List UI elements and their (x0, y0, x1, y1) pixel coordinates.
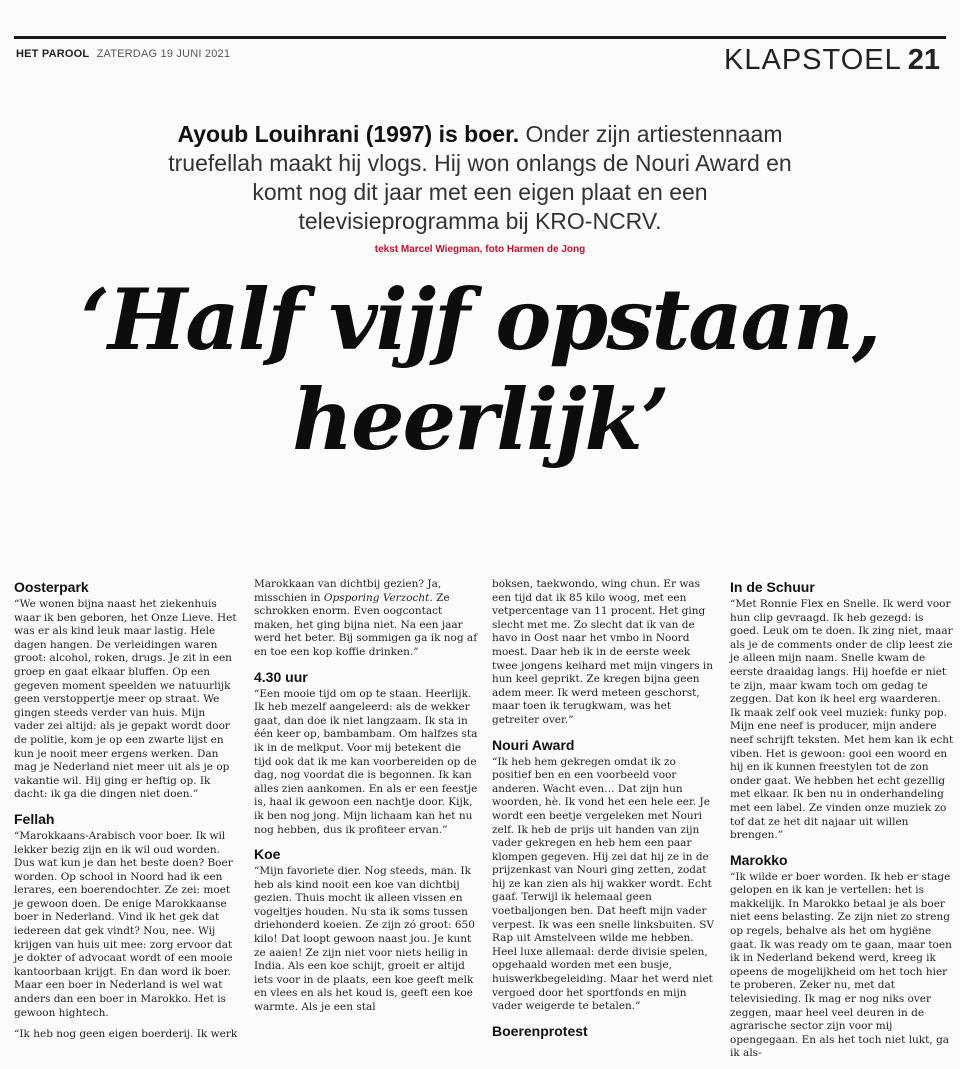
column-3 (492, 578, 716, 1042)
subheading-4-30-uur: 4.30 uur (254, 668, 308, 685)
headline-line-2: heerlijk’ (292, 370, 668, 469)
column-1 (14, 578, 238, 1050)
intro-lead: Ayoub Louihrani (1997) is boer. (177, 121, 520, 147)
intro-paragraph (150, 120, 810, 236)
paragraph: “Ik wilde er boer worden. Ik heb er stage gelopen en ik kan je vertellen: het is makkelijk. In Marokko betaal je als boer niet eens belasting. Ze zijn niet zo streng op regels, behalve als het om hygiëne gaat. Ik was ready om te gaan, maar toen ik in Nederland bekend werd, kreeg ik opeens de mogelijkheid om het toch hier te proberen. Zeker nu, met dat televisieding. Ik mag er nog niks over zeggen, maar heel veel deuren in de agrarische sector zijn voor mij opengegaan. En als het toch niet lukt, ga ik als- (730, 870, 952, 1060)
publication-date: ZATERDAG 19 JUNI 2021 (96, 48, 231, 60)
subheading-oosterpark: Oosterpark (14, 579, 89, 595)
subheading-fellah: Fellah (14, 810, 55, 827)
paragraph (254, 578, 478, 660)
subheading-marokko: Marokko (730, 851, 788, 868)
subheading-koe: Koe (254, 846, 281, 863)
paragraph: boksen, taekwondo, wing chun. Er was een tijd dat ik 85 kilo woog, met een vetpercentage van 11 procent. Het ging slecht met me. Zo slecht dat ik van de havo in Oost naar het vmbo in Noord moest. Daar heb ik in de eerste week twee jongens keihard met mijn vingers in hun keel geprikt. Ze kregen bijna geen adem meer. Ik werd meteen geschorst, maar toen ik terugkwam, was het getreiter over.” (492, 578, 714, 726)
subheading-in-de-schuur: In de Schuur (730, 579, 815, 595)
text-fragment: Marokkaan van dichtbij gezien? Ja, misschien in (254, 578, 442, 604)
headline-line-1: ‘Half vijf opstaan, (80, 270, 880, 369)
paragraph: “Een mooie tijd om op te staan. Heerlijk. Ik heb mezelf aangeleerd: als de wekker gaat, dan doe ik niet langzaam. Ik sta in één keer op, bambambam. Om halfzes sta ik in de melkput. Voor mij betekent die tijd ook dat ik me kan voorbereiden op de dag, nog voordat die is begonnen. Ik kan alles zien aankomen. En als er een feestje is, haal ik gewoon een nachtje door. Kijk, ik ben nog jong. Mijn lichaam kan het nu nog hebben, dus ik profiteer ervan.” (254, 687, 478, 836)
section-header (724, 44, 940, 77)
paragraph: “Ik heb hem gekregen omdat ik zo positief ben en een voorbeeld voor anderen. Wacht even… Dat zijn hun woorden, hè. Ik vond het een hele eer. Je wordt een beetje vergeleken met Nouri zelf. Ik heb de prijs uit handen van zijn vader gekregen en heb hem een paar klompen gegeven. Hij zei dat hij ze in de prijzenkast van Nouri ging zetten, zodat hij ze kan zien als hij wakker wordt. Echt gaaf. Terwijl ik helemaal geen voetbaljongen ben. Dat heeft mijn vader verpest. Ik was een snelle linksbuiten. SV Rap uit Amstelveen wilde me hebben. Heel luxe allemaal: derde divisie spelen, opgehaald worden met een busje, huiswerkbegeleiding. Maar het werd niet vergoed door het sportfonds en mijn vader weigerde te betalen.” (492, 755, 715, 1013)
paragraph: “Marokkaans-Arabisch voor boer. Ik wil lekker bezig zijn en ik wil oud worden. Dus wat kun je dan het beste doen? Boer worden. Op school in Noord had ik een lerares, een boerendochter. Ze zei: moet je gewoon doen. De enige Marokkaanse boer in Nederland. Vind ik het gek dat iedereen dat gek vindt? Nou, nee. Wij krijgen van huis uit mee: zorg ervoor dat je dokter of advocaat wordt of een mooie kantoorbaan krijgt. En dan word ik boer. Maar een boer in Nederland is wel wat anders dan een boer in Marokko. Het is gewoon hightech. (14, 829, 233, 1019)
paragraph: “We wonen bijna naast het ziekenhuis waar ik ben geboren, het Onze Lieve. Het was er als kind leuk maar lastig. Hele dagen hangen. De verleidingen waren groot: alcohol, roken, drugs. Je zit in een groep en gaat elkaar bluffen. Op een gegeven moment speelden we natuurlijk geen verstoppertje meer op straat. We gingen steeds verder van huis. Mijn vader zei altijd: als je gepakt wordt door de politie, kom je op een zwarte lijst en kun je nooit meer ergens werken. Dan mag je Nederland niet meer uit als je op vakantie wil. Hij ging er heftig op. Ik dacht: ik ga die dingen niet doen.” (14, 598, 237, 801)
column-4 (730, 578, 954, 1069)
text-fragment: . Ze schrokken enorm. Even oogcontact maken, het ging bijna niet. Na een jaar werd het beter. Bij sommigen ga ik nog af en toe een kop koffie drinken.” (254, 591, 478, 658)
column-2 (254, 578, 478, 1023)
headline (60, 270, 900, 470)
header-rule (14, 36, 946, 39)
tv-show-title: Opsporing Verzocht (323, 591, 430, 604)
publication-name: HET PAROOL (16, 48, 90, 60)
paragraph: “Met Ronnie Flex en Snelle. Ik werd voor hun clip gevraagd. Ik heb gezegd: is goed. Leuk om te doen. Ik zing niet, maar als je de comments onder de clip leest zie je alleen mijn naam. Snelle kwam de eerste draaidag langs. Hij hoefde er niet te zijn, maar kwam toch om gedag te zeggen. Dat kon ik heel erg waarderen. Ik maak zelf ook veel muziek: funky pop. Mijn ene neef is producer, mijn andere neef schrijft teksten. Met hem kan ik echt viben. Het is gewoon: gooi een woord en hij en ik kunnen freestylen tot de zon onder gaat. We hebben het echt gezellig met elkaar. Ik ben nu in onderhandeling met een label. Ze vinden onze muziek zo tof dat ze het dit najaar uit willen brengen.” (730, 598, 954, 842)
masthead (16, 48, 230, 60)
paragraph: “Ik heb nog geen eigen boerderij. Ik werk (14, 1028, 238, 1041)
byline-credit: tekst Marcel Wiegman, foto Harmen de Jong (374, 244, 586, 255)
article-body (14, 578, 954, 1060)
section-name: KLAPSTOEL (724, 44, 902, 76)
subheading-boerenprotest: Boerenprotest (492, 1022, 588, 1039)
paragraph: “Mijn favoriete dier. Nog steeds, man. Ik heb als kind nooit een koe van dichtbij gezien. Thuis mocht ik alleen vissen en vogeltjes houden. Nu sta ik soms tussen driehonderd koeien. Ze zijn zó groot: 650 kilo! Dat loopt gewoon naast jou. Je kunt ze aaien! Ze zijn niet voor niets heilig in India. Als een koe schijt, groeit er altijd iets voor in de plaats, een koe geeft melk en vlees en als het koud is, geeft een koe warmte. Als je een stal (254, 865, 475, 1014)
intro-text: Onder zijn artiestennaam truefellah maakt hij vlogs. Hij won onlangs de Nouri Award en komt nog dit jaar met een eigen plaat en een televisieprogramma bij KRO-NCRV. (168, 121, 792, 234)
subheading-nouri-award: Nouri Award (492, 736, 575, 753)
page-number: 21 (907, 44, 940, 76)
